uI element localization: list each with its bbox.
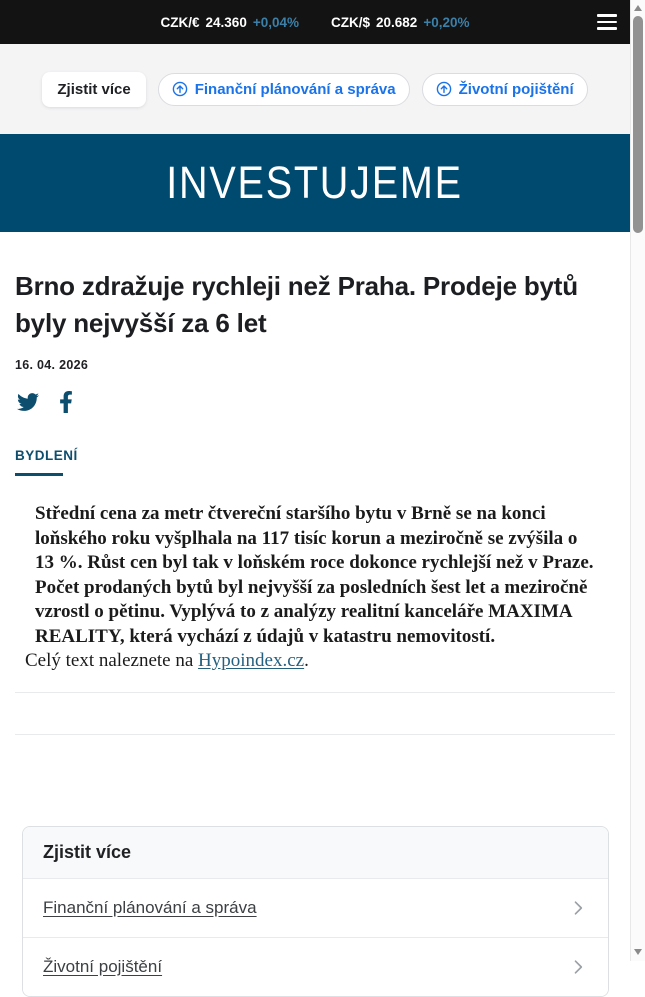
quick-links-bar	[0, 44, 630, 134]
ticker-change: +0,04%	[252, 14, 299, 30]
card-title: Zjistit více	[23, 827, 608, 879]
ticker-value: 24.360	[205, 14, 247, 30]
ticker-eur	[161, 15, 299, 30]
scrollbar-thumb[interactable]	[633, 16, 643, 233]
facebook-share-button[interactable]	[59, 391, 73, 413]
chevron-right-icon	[568, 898, 588, 918]
ticker-value: 20.682	[376, 14, 418, 30]
card-item-label: Finanční plánování a správa	[43, 897, 257, 917]
article	[0, 232, 630, 997]
ticker-usd	[331, 15, 469, 30]
card-item-label: Životní pojištění	[43, 956, 163, 976]
top-ticker-bar	[0, 0, 630, 44]
site-logo[interactable]: INVESTUJEME	[166, 157, 464, 208]
chevron-right-icon	[568, 957, 588, 977]
card-item-life-insurance[interactable]	[23, 937, 608, 996]
brand-banner	[0, 134, 630, 232]
category-wrap	[15, 447, 615, 476]
share-row	[15, 391, 615, 413]
article-lead	[25, 502, 605, 674]
category-link[interactable]: BYDLENÍ	[15, 448, 78, 463]
ticker-pair: CZK/$	[331, 14, 371, 30]
hamburger-menu-button[interactable]	[597, 12, 617, 32]
vertical-scrollbar[interactable]	[630, 0, 645, 961]
hamburger-icon	[597, 14, 617, 17]
category-underline	[15, 473, 63, 476]
twitter-icon	[15, 400, 41, 417]
ticker-pair: CZK/€	[160, 14, 200, 30]
twitter-share-button[interactable]	[15, 391, 41, 413]
outro-suffix: .	[304, 650, 309, 671]
article-title: Brno zdražuje rychleji než Praha. Prodeje bytů byly nejvyšší za 6 let	[15, 271, 578, 338]
scroll-down-icon[interactable]	[634, 949, 642, 955]
divider	[15, 692, 615, 693]
arrow-up-circle-icon	[436, 81, 452, 97]
article-date: 16. 04. 2026	[15, 358, 89, 372]
learn-more-card	[22, 826, 609, 997]
facebook-icon	[59, 400, 73, 417]
pill-label: Životní pojištění	[458, 80, 574, 98]
card-item-financial-planning[interactable]	[23, 879, 608, 937]
hypoindex-link[interactable]: Hypoindex.cz	[198, 650, 305, 671]
lead-bold-text: Střední cena za metr čtvereční staršího bytu v Brně se na konci loňského roku vyšplhala na 117 tisíc korun a meziročně se zvýšila o 13 %. Růst cen byl tak v loňském roce dokonce rychlejší než v Praze. Počet prodaných bytů byl nejvyšší za posledních šest let a meziročně vzrostl o pětinu. Vyplývá to z analýzy realitní kanceláře MAXIMA REALITY, která vychází z údajů v katastru nemovitostí.	[35, 503, 594, 647]
arrow-up-circle-icon	[172, 81, 188, 97]
scroll-up-icon[interactable]	[634, 5, 642, 11]
learn-more-chip[interactable]: Zjistit více	[42, 72, 145, 107]
outro-prefix: Celý text naleznete na	[25, 650, 199, 671]
pill-financial-planning[interactable]	[158, 73, 410, 106]
pill-label: Finanční plánování a správa	[194, 80, 396, 98]
divider	[15, 734, 615, 735]
pill-life-insurance[interactable]	[422, 73, 588, 106]
ticker-change: +0,20%	[423, 14, 470, 30]
